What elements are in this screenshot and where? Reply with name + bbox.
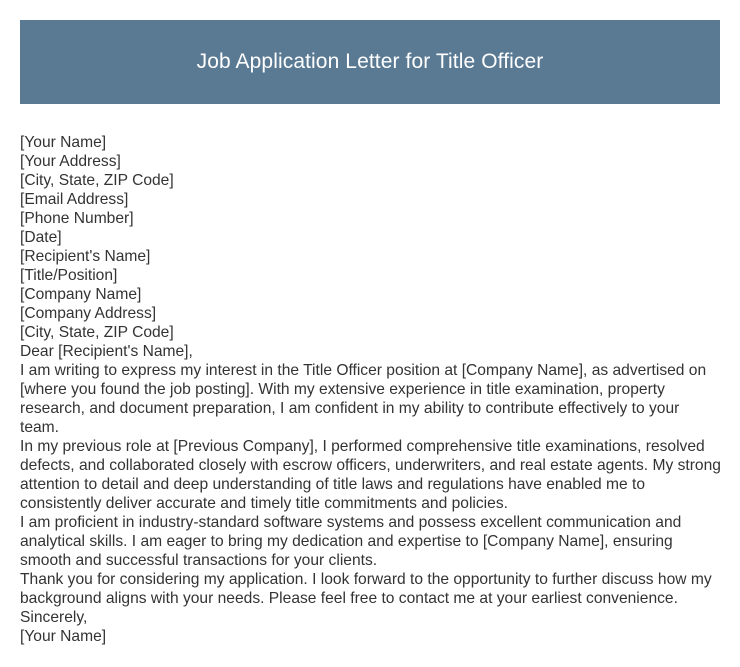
closing: Sincerely, [20, 609, 88, 626]
sender-address: [Your Address] [20, 153, 121, 170]
paragraph-skills: I am proficient in industry-standard software systems and possess excellent communication and analytical skills. I am eager to bring my dedication and expertise to [Company Name], ensuring smooth and successful transactions for your clients. [20, 514, 682, 569]
letter-body [20, 133, 722, 646]
sender-phone: [Phone Number] [20, 210, 134, 227]
sender-name: [Your Name] [20, 134, 107, 151]
recipient-name: [Recipient's Name] [20, 248, 151, 265]
letter-date: [Date] [20, 229, 62, 246]
salutation: Dear [Recipient's Name], [20, 343, 193, 360]
signature: [Your Name] [20, 628, 107, 645]
page-title: Job Application Letter for Title Officer [196, 50, 544, 73]
paragraph-closing: Thank you for considering my application. I look forward to the opportunity to further discuss how my background aligns with your needs. Please feel free to contact me at your earliest convenience. [20, 571, 712, 607]
recipient-address: [Company Address] [20, 305, 157, 322]
sender-email: [Email Address] [20, 191, 129, 208]
paragraph-experience: In my previous role at [Previous Company], I performed comprehensive title examinations, resolved defects, and collaborated closely with escrow officers, underwriters, and real estate agents. My strong attention to detail and deep understanding of title laws and regulations have enabled me to consistently deliver accurate and timely title commitments and policies. [20, 438, 721, 512]
header-banner [20, 20, 720, 104]
sender-city-state-zip: [City, State, ZIP Code] [20, 172, 174, 189]
recipient-city-state-zip: [City, State, ZIP Code] [20, 324, 174, 341]
recipient-title: [Title/Position] [20, 267, 118, 284]
recipient-company: [Company Name] [20, 286, 142, 303]
paragraph-intro: I am writing to express my interest in the Title Officer position at [Company Name], as advertised on [where you found the job posting]. With my extensive experience in title examination, property research, and document preparation, I am confident in my ability to contribute effectively to your team. [20, 362, 707, 436]
